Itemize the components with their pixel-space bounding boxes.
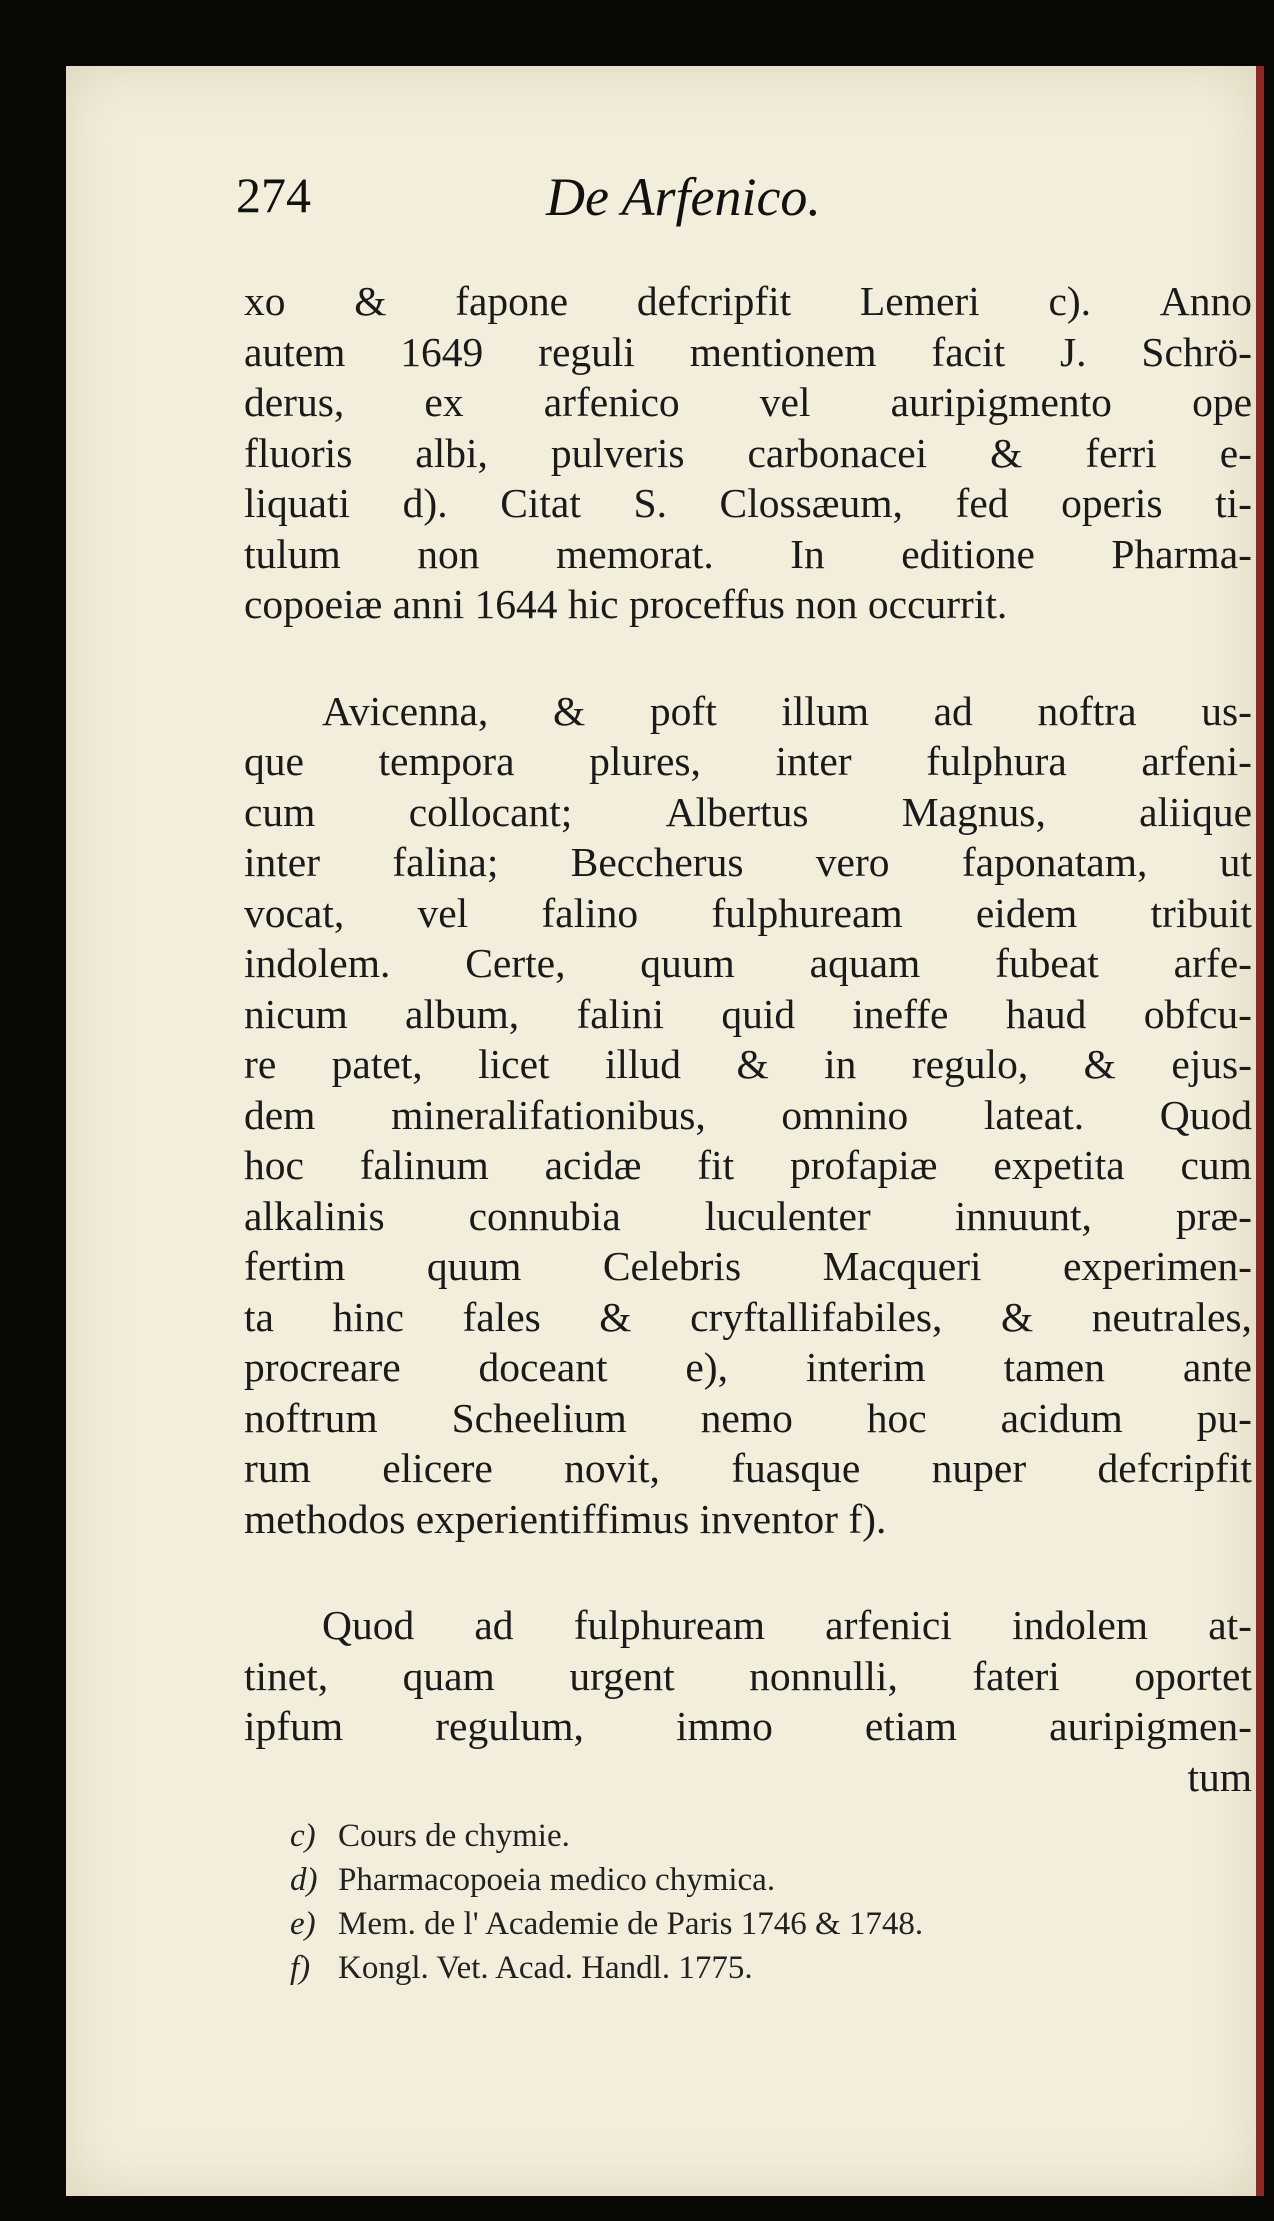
footnote: f) Kongl. Vet. Acad. Handl. 1775. — [290, 1950, 753, 1986]
text-line: rum elicere novit, fuasque nuper defcripfit — [244, 1445, 1252, 1491]
text-line: vocat, vel falino fulphuream eidem tribuit — [244, 889, 1252, 936]
text-line: methodos experientiffimus inventor f). — [244, 1495, 887, 1542]
text-line: liquati d). Citat S. Clossæum, fed operis ti- — [244, 480, 1252, 526]
footnotes — [290, 1814, 1190, 1990]
text-line: que tempora plures, inter fulphura arfeni- — [244, 738, 1252, 784]
page-number: 274 — [236, 167, 311, 223]
text-line: xo & fapone defcripfit Lemeri c). Anno — [244, 278, 1252, 324]
text-line: indolem. Certe, quum aquam fubeat arfe- — [244, 940, 1252, 986]
text-line: derus, ex arfenico vel auripigmento ope — [244, 379, 1252, 425]
text-line: nicum album, falini quid ineffe haud obfcu- — [244, 990, 1252, 1037]
footnote: d) Pharmacopoeia medico chymica. — [290, 1862, 776, 1898]
text-line: hoc falinum acidæ fit profapiæ expetita cum — [244, 1142, 1252, 1188]
text-line: re patet, licet illud & in regulo, & ejus- — [244, 1041, 1252, 1087]
main-text — [244, 276, 1252, 1802]
running-title: De Arfenico. — [546, 167, 821, 227]
footnote: e) Mem. de l' Academie de Paris 1746 & 1748. — [290, 1906, 924, 1942]
text-line: tulum non memorat. In editione Pharma- — [244, 530, 1252, 577]
running-header — [66, 166, 1256, 246]
page-edge — [1256, 66, 1264, 2196]
text-line: fertim quum Celebris Macqueri experimen- — [244, 1243, 1252, 1289]
footnote: c) Cours de chymie. — [290, 1818, 570, 1854]
text-line: inter falina; Beccherus vero faponatam, ut — [244, 839, 1252, 885]
text-line: cum collocant; Albertus Magnus, aliique — [244, 788, 1252, 835]
text-line: autem 1649 reguli mentionem facit J. Schrö- — [244, 328, 1252, 375]
text-line: dem mineralifationibus, omnino lateat. Quod — [244, 1091, 1252, 1138]
text-line: ta hinc fales & cryftallifabiles, & neutrales, — [244, 1293, 1252, 1340]
text-line: ipfum regulum, immo etiam auripigmen- — [244, 1703, 1252, 1749]
text-line: Quod ad fulphuream arfenici indolem at- — [322, 1602, 1252, 1648]
text-line: fluoris albi, pulveris carbonacei & ferri e- — [244, 429, 1252, 476]
text-line: noftrum Scheelium nemo hoc acidum pu- — [244, 1394, 1252, 1441]
text-line: alkalinis connubia luculenter innuunt, præ- — [244, 1192, 1252, 1239]
text-line: procreare doceant e), interim tamen ante — [244, 1344, 1252, 1390]
text-line: Avicenna, & poft illum ad noftra us- — [322, 687, 1252, 734]
text-line: copoeiæ anni 1644 hic proceffus non occurrit. — [244, 581, 1008, 627]
text-line: tinet, quam urgent nonnulli, fateri oportet — [244, 1652, 1252, 1699]
catchword: tum — [1187, 1753, 1252, 1800]
